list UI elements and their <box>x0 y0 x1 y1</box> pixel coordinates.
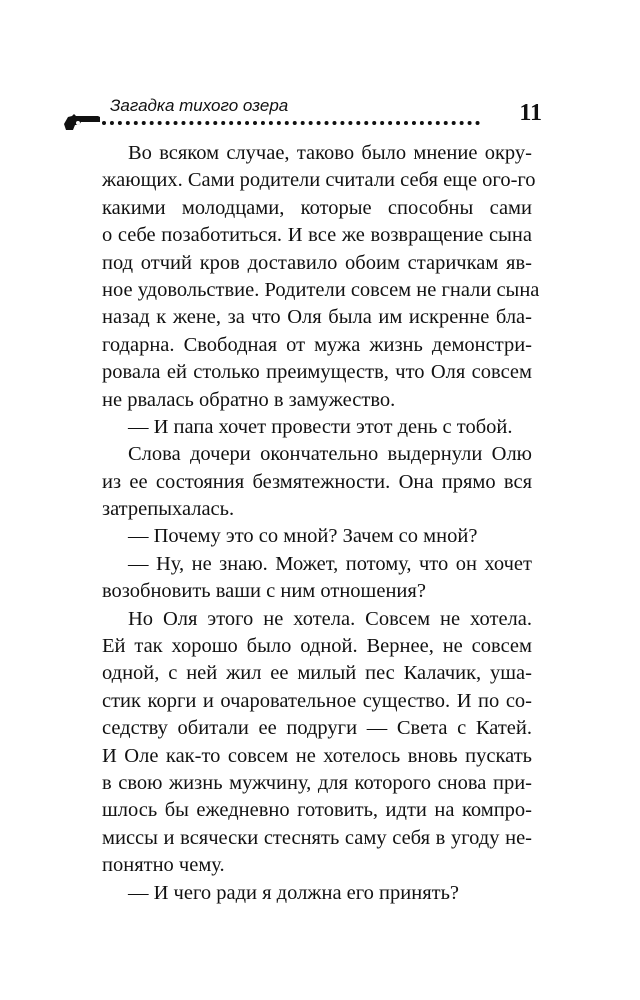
body-text <box>102 140 540 907</box>
revolver-icon <box>62 110 102 132</box>
text-line: Ей так хорошо было одной. Вернее, не совсем <box>102 635 532 658</box>
page-number: 11 <box>519 100 542 126</box>
text-line: — Ну, не знаю. Может, потому, что он хочет <box>128 552 532 575</box>
text-line: миссы и всячески стеснять саму себя в угоду не- <box>102 826 532 849</box>
text-line: под отчий кров доставило обоим старичкам яв- <box>102 251 532 274</box>
text-line: — И папа хочет провести этот день с тобой. <box>128 415 513 438</box>
page-header <box>62 92 542 136</box>
text-line: Слова дочери окончательно выдернули Олю <box>128 443 532 466</box>
text-line: назад к жене, за что Оля была им искренне бла- <box>102 306 532 329</box>
text-line: в свою жизнь мужчину, для которого снова при- <box>102 771 532 794</box>
text-line: не рвалась обратно в замужество. <box>102 388 396 411</box>
text-line: возобновить ваши с ним отношения? <box>102 580 426 603</box>
text-line: годарна. Свободная от мужа жизнь демонстри- <box>102 333 532 356</box>
text-line: одной, с ней жил ее милый пес Калачик, уша- <box>102 662 532 685</box>
text-line: стик корги и очаровательное существо. И по со- <box>102 689 532 712</box>
text-line: — И чего ради я должна его принять? <box>128 881 460 904</box>
text-line: какими молодцами, которые способны сами <box>102 196 532 219</box>
dot-leader <box>102 121 480 125</box>
text-line: И Оле как-то совсем не хотелось вновь пускать <box>102 744 532 767</box>
text-line: жающих. Сами родители считали себя еще ого-го <box>102 169 536 192</box>
text-line: из ее состояния безмятежности. Она прямо вся <box>102 470 532 493</box>
running-title: Загадка тихого озера <box>110 96 289 115</box>
text-line: затрепыхалась. <box>102 498 235 521</box>
text-line: — Почему это со мной? Зачем со мной? <box>128 525 478 548</box>
text-line: шлось бы ежедневно готовить, идти на компро- <box>102 799 532 822</box>
text-line: ное удовольствие. Родители совсем не гнали сына <box>102 278 540 301</box>
text-line: понятно чему. <box>102 854 225 877</box>
text-line: Во всяком случае, таково было мнение окру- <box>128 142 532 164</box>
text-line: седству обитали ее подруги — Света с Катей. <box>102 717 532 740</box>
text-line: Но Оля этого не хотела. Совсем не хотела. <box>128 607 532 630</box>
text-line: ровала ей столько преимуществ, что Оля совсем <box>102 361 532 384</box>
text-line: о себе позаботиться. И все же возвращение сына <box>102 224 532 247</box>
